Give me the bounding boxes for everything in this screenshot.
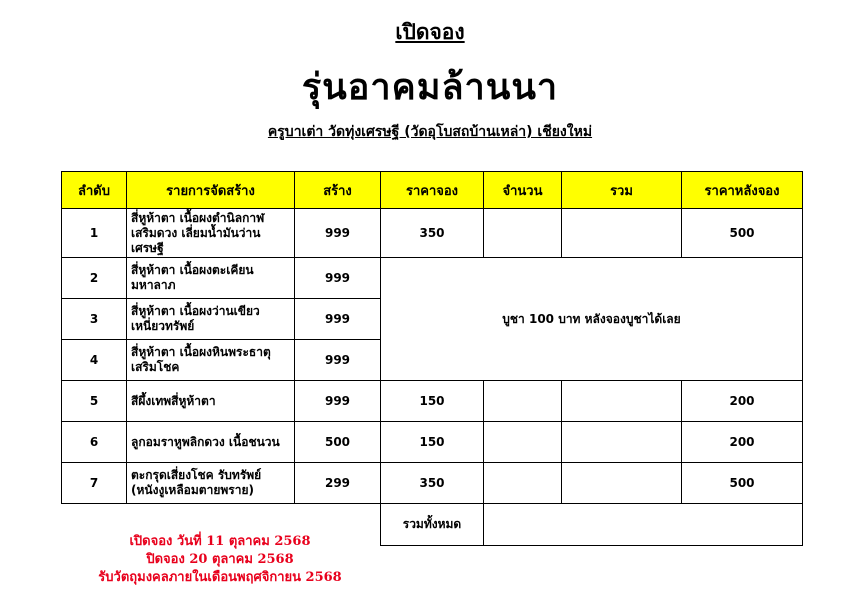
row-amount-cell[interactable] — [484, 209, 562, 258]
row-item: ลูกอมราหูพลิกดวง เนื้อชนวน — [127, 422, 295, 463]
row-no: 3 — [62, 299, 127, 340]
row-no: 1 — [62, 209, 127, 258]
table-row — [62, 463, 803, 504]
col-header-made: สร้าง — [295, 172, 381, 209]
temple-subtitle: ครูบาเต่า วัดทุ่งเศรษฐี (วัดอุโบสถบ้านเหล่า) เชียงใหม่ — [267, 124, 593, 140]
row-sum-cell[interactable] — [562, 463, 682, 504]
row-item: สี่หูห้าตา เนื้อผงว่านเขียว เหนี่ยวทรัพย์ — [127, 299, 295, 340]
table-row — [62, 422, 803, 463]
row-qty-made: 999 — [295, 340, 381, 381]
col-header-preorder-price: ราคาจอง — [381, 172, 484, 209]
row-preorder-price: 350 — [381, 209, 484, 258]
col-header-amount: จำนวน — [484, 172, 562, 209]
col-header-item: รายการจัดสร้าง — [127, 172, 295, 209]
table-header-row — [62, 172, 803, 209]
open-date: เปิดจอง วันที่ 11 ตุลาคม 2568 — [129, 534, 311, 549]
table-row — [62, 209, 803, 258]
order-table — [61, 171, 803, 546]
row-sum-cell[interactable] — [562, 422, 682, 463]
row-after-price: 200 — [682, 381, 803, 422]
row-amount-cell[interactable] — [484, 381, 562, 422]
announcement-heading: เปิดจอง — [395, 20, 465, 44]
row-item: สี่หูห้าตา เนื้อผงตำนิลกาฬ เสริมดวง เลี่ยมน้ำมันว่านเศรษฐี — [127, 209, 295, 258]
col-header-sum: รวม — [562, 172, 682, 209]
series-title: รุ่นอาคมล้านนา — [301, 67, 559, 108]
row-qty-made: 500 — [295, 422, 381, 463]
row-qty-made: 299 — [295, 463, 381, 504]
merged-price-note: บูชา 100 บาท หลังจองบูชาได้เลย — [381, 258, 803, 381]
row-no: 5 — [62, 381, 127, 422]
row-qty-made: 999 — [295, 209, 381, 258]
row-amount-cell[interactable] — [484, 463, 562, 504]
row-qty-made: 999 — [295, 381, 381, 422]
row-after-price: 500 — [682, 209, 803, 258]
row-preorder-price: 350 — [381, 463, 484, 504]
row-sum-cell[interactable] — [562, 209, 682, 258]
row-item: สี่หูห้าตา เนื้อผงหินพระธาตุ เสริมโชค — [127, 340, 295, 381]
total-label: รวมทั้งหมด — [381, 504, 484, 546]
row-item: ตะกรุดเสี่ยงโชค รับทรัพย์ (หนังงูเหลือมตายพราย) — [127, 463, 295, 504]
row-qty-made: 999 — [295, 258, 381, 299]
row-after-price: 200 — [682, 422, 803, 463]
close-date: ปิดจอง 20 ตุลาคม 2568 — [146, 552, 294, 567]
row-amount-cell[interactable] — [484, 422, 562, 463]
col-header-after-price: ราคาหลังจอง — [682, 172, 803, 209]
row-after-price: 500 — [682, 463, 803, 504]
row-no: 7 — [62, 463, 127, 504]
pickup-note: รับวัตถุมงคลภายในเดือนพฤศจิกายน 2568 — [98, 570, 342, 585]
row-no: 6 — [62, 422, 127, 463]
row-item: สีผึ้งเทพสี่หูห้าตา — [127, 381, 295, 422]
col-header-no: ลำดับ — [62, 172, 127, 209]
row-preorder-price: 150 — [381, 381, 484, 422]
row-preorder-price: 150 — [381, 422, 484, 463]
table-row — [62, 258, 803, 299]
row-sum-cell[interactable] — [562, 381, 682, 422]
booking-dates — [70, 533, 370, 587]
total-value-cell[interactable] — [484, 504, 803, 546]
row-item: สี่หูห้าตา เนื้อผงตะเคียน มหาลาภ — [127, 258, 295, 299]
row-qty-made: 999 — [295, 299, 381, 340]
row-no: 2 — [62, 258, 127, 299]
table-row — [62, 381, 803, 422]
row-no: 4 — [62, 340, 127, 381]
